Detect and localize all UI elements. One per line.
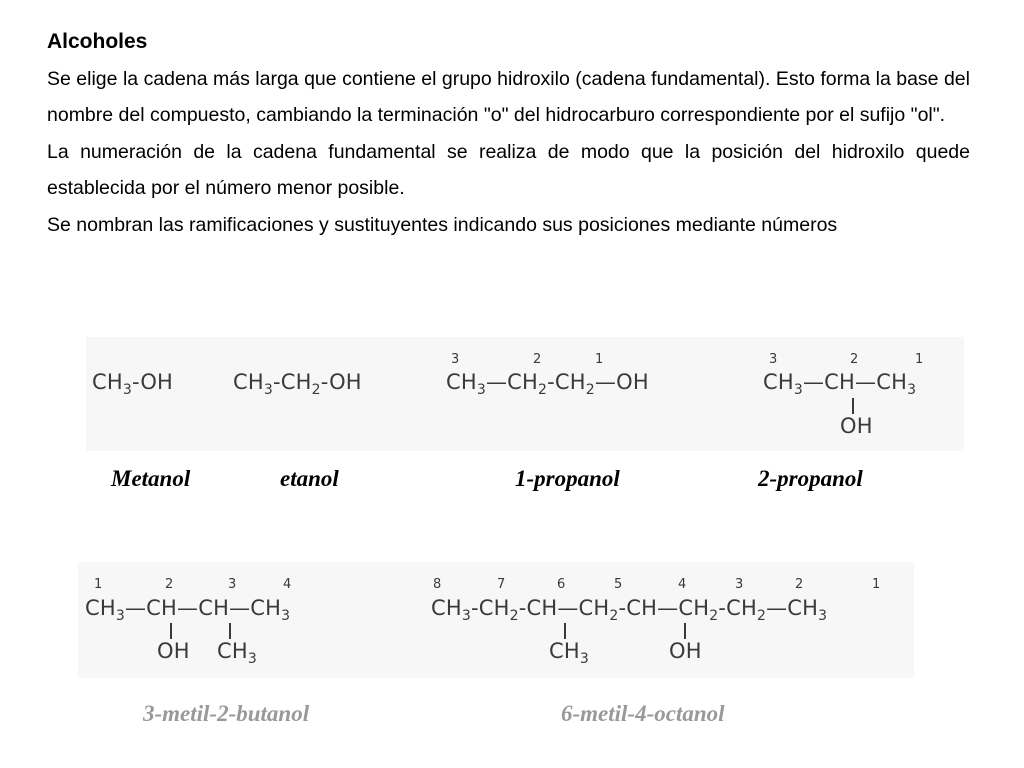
locant-2propanol-c3: 3 [769,352,778,367]
formula-butanol-oh: OH [157,639,190,663]
caption-1-propanol: 1-propanol [515,466,620,491]
locant-octanol-c3: 3 [735,577,744,592]
locant-octanol-c5: 5 [614,577,623,592]
formula-panel-row2 [78,562,914,678]
formula-2propanol-oh: OH [840,414,873,438]
formula-butanol-ch3: $CH_3$ [217,639,257,667]
locant-1propanol-c2: 2 [533,352,542,367]
locant-octanol-c4: 4 [678,577,687,592]
locant-butanol-c1: 1 [94,577,103,592]
locant-butanol-c3: 3 [228,577,237,592]
bond-2propanol-oh [852,398,854,414]
bond-octanol-ch3 [564,623,566,639]
bond-butanol-oh [170,623,172,639]
locant-octanol-c7: 7 [497,577,506,592]
caption-2-propanol: 2-propanol [758,466,863,491]
bond-butanol-ch3 [229,623,231,639]
formula-octanol-oh: OH [669,639,702,663]
formula-panel-row1 [86,337,964,451]
locant-2propanol-c2: 2 [850,352,859,367]
locant-octanol-c8: 8 [433,577,442,592]
locant-octanol-c1: 1 [872,577,881,592]
formula-etanol: $CH_3-CH_2-OH$ [233,370,362,398]
caption-6-metil-4-octanol: 6-metil-4-octanol [561,701,725,726]
formula-2-propanol: $CH_3—CH—CH_3$ [763,370,917,398]
formula-6-metil-4-octanol: $CH_3-CH_2-CH—CH_2-CH—CH_2-CH_2—CH_3$ [431,596,828,624]
locant-octanol-c2: 2 [795,577,804,592]
formula-octanol-ch3: $CH_3$ [549,639,589,667]
formula-metanol: $CH_3-OH$ [92,370,174,398]
caption-etanol: etanol [280,466,339,491]
caption-3-metil-2-butanol: 3-metil-2-butanol [143,701,310,726]
locant-butanol-c4: 4 [283,577,292,592]
document-title: Alcoholes [47,30,148,53]
paragraph-3: Se nombran las ramificaciones y sustituyentes indicando sus posiciones mediante números [47,213,838,236]
bond-octanol-oh [684,623,686,639]
document-body [47,24,970,243]
locant-1propanol-c1: 1 [595,352,604,367]
paragraph-2: La numeración de la cadena fundamental se realiza de modo que la posición del hidroxilo quede establecida por el número menor posible. [47,140,970,199]
locant-butanol-c2: 2 [165,577,174,592]
locant-2propanol-c1: 1 [915,352,924,367]
formula-1-propanol: $CH_3—CH_2-CH_2—OH$ [446,370,649,398]
formula-3-metil-2-butanol: $CH_3—CH—CH—CH_3$ [85,596,291,624]
caption-metanol: Metanol [111,466,191,491]
locant-1propanol-c3: 3 [451,352,460,367]
paragraph-1: Se elige la cadena más larga que contiene el grupo hidroxilo (cadena fundamental). Esto forma la base del nombre del compuesto, cambiando la terminación "o" del hidrocarburo correspondiente por el sufijo "ol". [47,67,970,126]
locant-octanol-c6: 6 [557,577,566,592]
